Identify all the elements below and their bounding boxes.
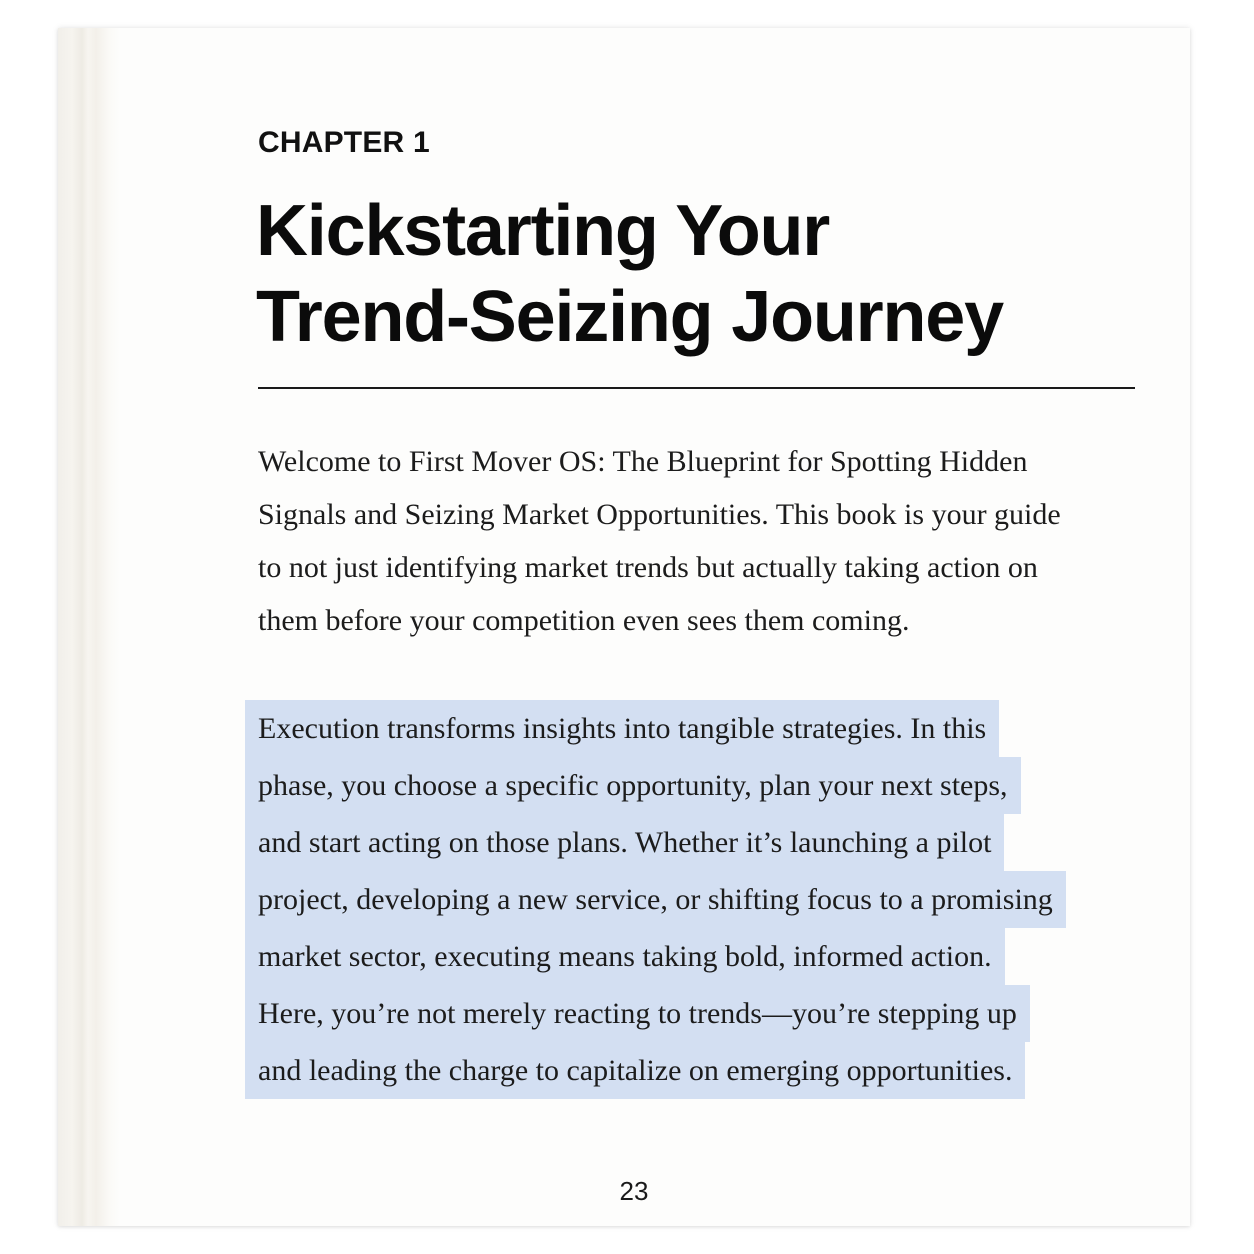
highlighted-line[interactable]: Here, you’re not merely reacting to trends—you’re stepping up — [245, 985, 1030, 1042]
highlighted-paragraph[interactable] — [245, 700, 1066, 1099]
highlighted-line[interactable]: and start acting on those plans. Whether it’s launching a pilot — [245, 814, 1004, 871]
book-page — [58, 28, 1190, 1226]
intro-line: Signals and Seizing Market Opportunities. This book is your guide — [258, 498, 1061, 531]
highlighted-line[interactable]: phase, you choose a specific opportunity, plan your next steps, — [245, 757, 1021, 814]
highlighted-line[interactable]: project, developing a new service, or shifting focus to a promising — [245, 871, 1066, 928]
chapter-label: CHAPTER 1 — [258, 126, 430, 159]
chapter-title — [256, 188, 1216, 360]
highlighted-line[interactable]: Execution transforms insights into tangible strategies. In this — [245, 700, 999, 757]
intro-paragraph — [258, 435, 1061, 647]
chapter-title-line: Trend-Seizing Journey — [256, 277, 1003, 357]
page-binding-gutter — [58, 28, 120, 1226]
chapter-title-line: Kickstarting Your — [256, 191, 830, 271]
highlighted-line[interactable]: market sector, executing means taking bold, informed action. — [245, 928, 1005, 985]
page-number: 23 — [619, 1176, 649, 1206]
intro-line: them before your competition even sees them coming. — [258, 604, 910, 637]
intro-line: to not just identifying market trends but actually taking action on — [258, 551, 1038, 584]
highlighted-line[interactable]: and leading the charge to capitalize on emerging opportunities. — [245, 1042, 1025, 1099]
intro-line: Welcome to First Mover OS: The Blueprint for Spotting Hidden — [258, 445, 1028, 478]
title-divider — [258, 387, 1135, 389]
